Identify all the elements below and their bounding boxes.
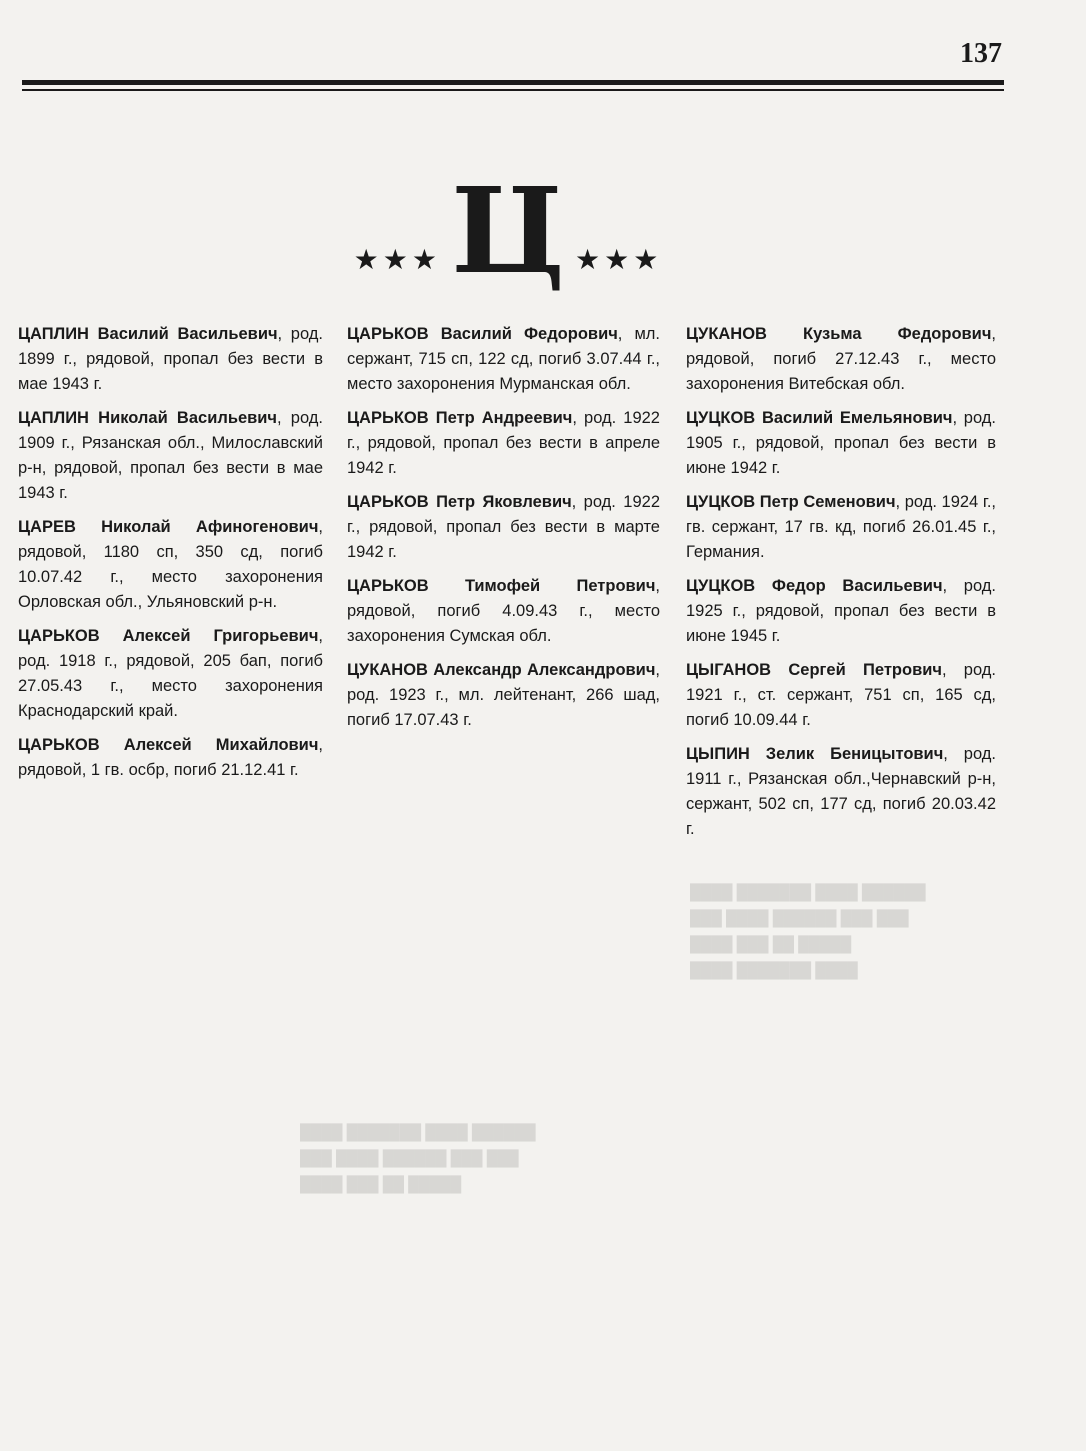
entry-text: , род. 1925 г., рядовой, пропал без вести в июне 1945 г. xyxy=(686,577,996,645)
entry-text: , рядовой, 1180 сп, 350 сд, погиб 10.07.42 г., место захоронения Орловская обл., Ульяновский р-н. xyxy=(18,518,323,611)
list-item xyxy=(686,658,996,733)
entry-name: ЦУЦКОВ Федор Васильевич xyxy=(686,577,943,595)
section-letter: Ц xyxy=(450,161,566,300)
stars-right-icon: ★★★ xyxy=(575,243,663,276)
entry-name: ЦАПЛИН Василий Васильевич xyxy=(18,325,278,343)
entry-name: ЦАПЛИН Николай Васильевич xyxy=(18,409,278,427)
list-item xyxy=(18,406,323,506)
entry-name: ЦАРЬКОВ Петр Яковлевич xyxy=(347,493,572,511)
section-heading xyxy=(350,161,666,300)
entry-text: , род. 1923 г., мл. лейтенант, 266 шад, погиб 17.07.43 г. xyxy=(347,661,660,729)
entry-text: , род. 1922 г., рядовой, пропал без вести в марте 1942 г. xyxy=(347,493,660,561)
entry-text: , род. 1905 г., рядовой, пропал без вести в июне 1942 г. xyxy=(686,409,997,477)
entry-name: ЦЫПИН Зелик Беницытович xyxy=(686,745,944,763)
list-item xyxy=(686,406,996,481)
entry-text: , род. 1918 г., рядовой, 205 бап, погиб 27.05.43 г., место захоронения Краснодарский край. xyxy=(18,627,323,720)
entry-name: ЦАРЬКОВ Алексей Григорьевич xyxy=(18,627,319,645)
header-rule-thick xyxy=(22,80,1004,85)
column-1 xyxy=(18,322,323,792)
entry-text: , род. 1921 г., ст. сержант, 751 сп, 165 сд, погиб 10.09.44 г. xyxy=(686,661,996,729)
column-3 xyxy=(686,322,996,851)
entry-name: ЦАРЬКОВ Василий Федорович xyxy=(347,325,618,343)
entry-name: ЦЫГАНОВ Сергей Петрович xyxy=(686,661,942,679)
list-item xyxy=(347,490,660,565)
entry-name: ЦУЦКОВ Петр Семенович xyxy=(686,493,896,511)
entry-text: , род. 1924 г., гв. сержант, 17 гв. кд, погиб 26.01.45 г., Германия. xyxy=(686,493,996,561)
entry-text: , мл. сержант, 715 сп, 122 сд, погиб 3.07.44 г., место захоронения Мурманская обл. xyxy=(347,325,660,393)
entry-text: , род. 1899 г., рядовой, пропал без вести в мае 1943 г. xyxy=(18,325,323,393)
list-item xyxy=(347,406,660,481)
column-2 xyxy=(347,322,660,742)
list-item xyxy=(686,490,996,565)
entry-text: , рядовой, 1 гв. осбр, погиб 21.12.41 г. xyxy=(18,736,323,779)
list-item xyxy=(686,322,996,397)
entry-name: ЦАРЬКОВ Петр Андреевич xyxy=(347,409,573,427)
entry-name: ЦУКАНОВ Кузьма Федорович xyxy=(686,325,992,343)
list-item xyxy=(347,574,660,649)
entry-text: , род. 1909 г., Рязанская обл., Милославский р-н, рядовой, пропал без вести в мае 1943 г. xyxy=(18,409,324,502)
entry-name: ЦУЦКОВ Василий Емельянович xyxy=(686,409,953,427)
list-item xyxy=(18,733,323,783)
entry-text: , рядовой, погиб 27.12.43 г., место захоронения Витебская обл. xyxy=(686,325,996,393)
list-item xyxy=(18,322,323,397)
header-rule-thin xyxy=(22,89,1004,91)
entry-text: , рядовой, погиб 4.09.43 г., место захоронения Сумская обл. xyxy=(347,577,660,645)
entry-text: , род. 1911 г., Рязанская обл.,Чернавский р-н, сержант, 502 сп, 177 сд, погиб 20.03.42 г. xyxy=(686,745,996,838)
list-item xyxy=(347,322,660,397)
list-item xyxy=(18,624,323,724)
bleed-through-text: ████ ███████ ████ ██████ ███ ████ ██████ ███ ███ ████ ███ ██ █████ xyxy=(300,1124,536,1193)
page-number: 137 xyxy=(960,38,1002,69)
list-item xyxy=(347,658,660,733)
entry-name: ЦАРЬКОВ Алексей Михайлович xyxy=(18,736,319,754)
list-item xyxy=(686,574,996,649)
bleed-through-text: ████ ███████ ████ ██████ ███ ████ ██████ ███ ███ ████ ███ ██ █████ ████ ███████ ████ xyxy=(690,884,926,979)
stars-left-icon: ★★★ xyxy=(353,243,441,276)
entry-name: ЦАРЬКОВ Тимофей Петрович xyxy=(347,577,656,595)
list-item xyxy=(686,742,996,842)
list-item xyxy=(18,515,323,615)
entry-text: , род. 1922 г., рядовой, пропал без вести в апреле 1942 г. xyxy=(347,409,660,477)
entry-name: ЦАРЕВ Николай Афиногенович xyxy=(18,518,319,536)
entry-name: ЦУКАНОВ Александр Александрович xyxy=(347,661,656,679)
